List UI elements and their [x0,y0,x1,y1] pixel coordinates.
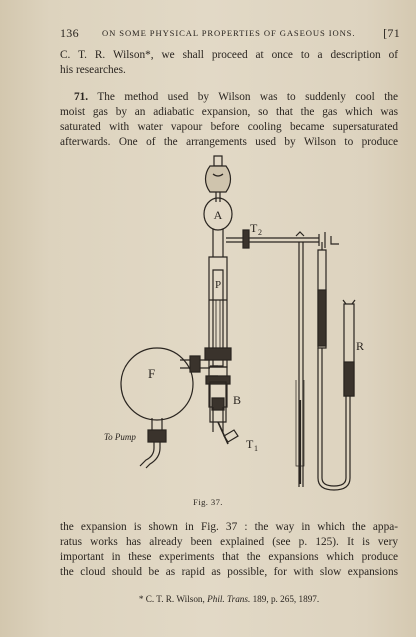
paragraph-3 [60,520,398,580]
label-T1: T [246,437,254,451]
text-line: the cloud should be as rapid as possible, for with slow expansions [60,566,398,578]
label-to-pump: To Pump [104,432,136,442]
text-line [60,90,398,105]
footnote-prefix: * C. T. R. Wilson, [138,594,208,604]
footnote [60,594,398,604]
figure-caption: Fig. 37. [193,497,223,507]
text-line: the expansion is shown in Fig. 37 : the way in which the appa- [60,521,398,533]
text-line: C. T. R. Wilson*, we shall proceed at once to a description of [60,49,398,61]
running-head [60,26,400,44]
text-line: important in these experiments that the expansions which produce [60,551,398,563]
apparatus-figure [100,150,365,488]
text-line: saturated with water vapour before cooling became supersaturated [60,121,398,133]
label-T1-subscript: 1 [254,444,258,453]
label-F: F [148,366,156,381]
label-R: R [356,339,365,353]
label-A: A [213,208,223,222]
page-number: 136 [60,26,79,40]
text-line: moist gas by an adiabatic expansion, so that the gas which was [60,106,398,118]
running-title: ON SOME PHYSICAL PROPERTIES OF GASEOUS IONS. [102,28,356,38]
text-line: his researches. [60,64,126,76]
paragraph-number: 71. [74,91,89,103]
paragraph-71 [60,90,398,150]
label-T2-subscript: 2 [258,228,262,237]
paragraph-1 [60,48,398,78]
section-reference: [71 [383,26,400,40]
label-P: P [214,279,222,291]
text-line: afterwards. One of the arrangements used by Wilson to produce [60,136,398,148]
label-B: B [233,393,242,407]
footnote-journal: Phil. Trans. [207,594,251,604]
label-T2: T [250,221,258,235]
footnote-suffix: 189, p. 265, 1897. [250,594,320,604]
text-line: ratus works has already been explained (see p. 125). It is very [60,536,398,548]
text-line-content: The method used by Wilson was to suddenly cool the [97,91,399,103]
